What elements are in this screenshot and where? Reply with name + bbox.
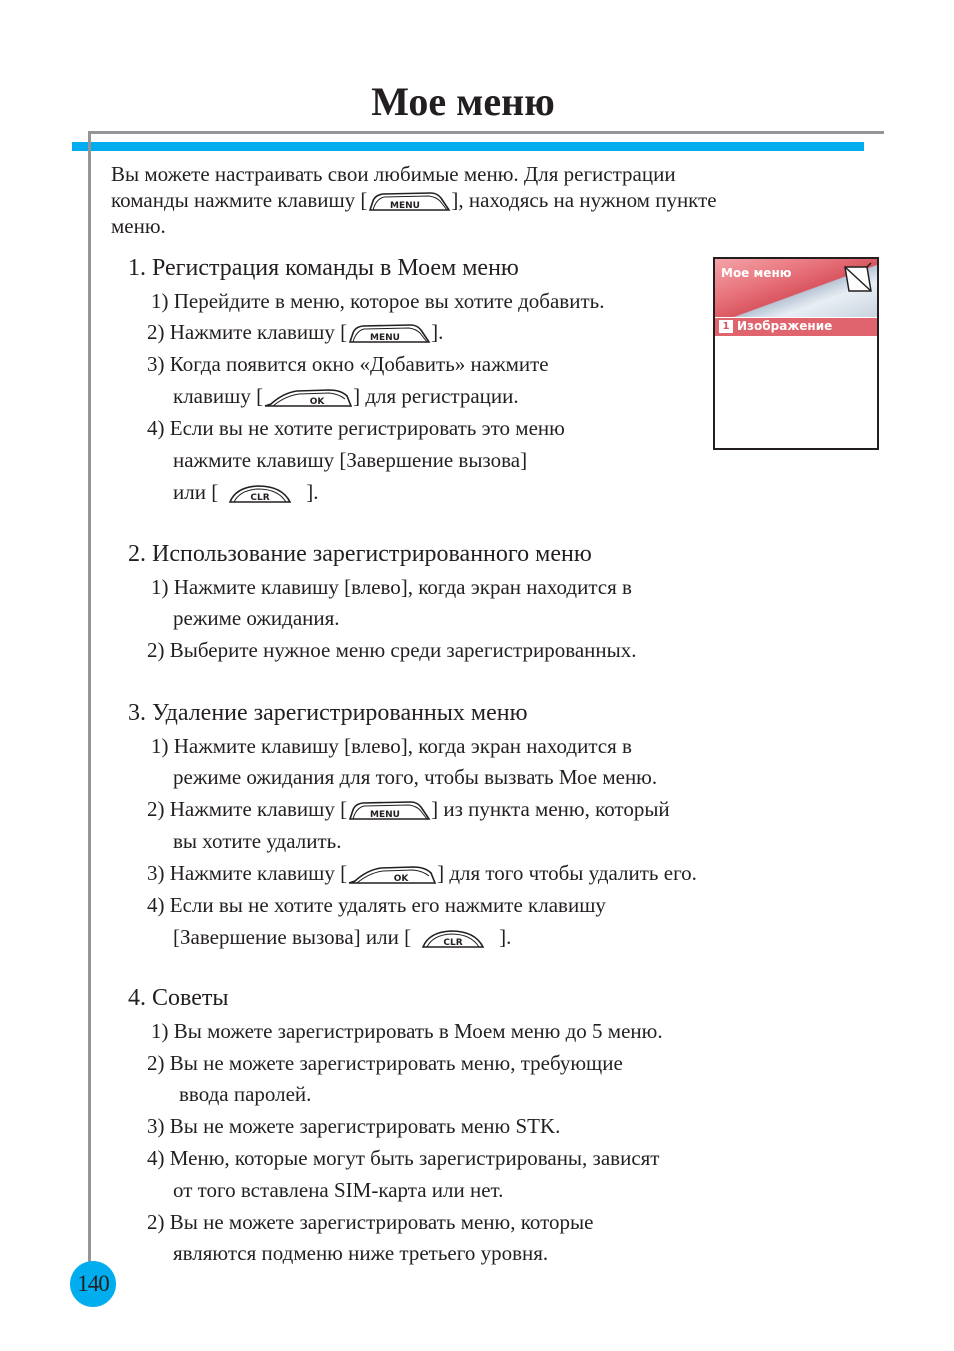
header-accent-bar [72,142,864,151]
section-2-item-2: 2) Выберите нужное меню среди зарегистрированных. [147,638,637,662]
section-3-item-2-line-2: вы хотите удалить. [173,829,342,853]
section-3-item-1-line-2: режиме ожидания для того, чтобы вызвать Мое меню. [173,765,658,789]
section-4-item-2-line-2: ввода паролей. [179,1082,312,1106]
section-2-item-1-line-2: режиме ожидания. [173,606,340,630]
margin-rule [88,131,91,1271]
menu-key-icon [347,321,431,345]
menu-key-label: MENU [370,810,401,820]
section-3-item-2-line-1: 2) Нажмите клавишу [ MENU ] из пункта меню, который [147,797,670,821]
section-3-item-3: 3) Нажмите клавишу [ OK ] для того чтобы удалить его. [147,861,697,885]
ok-key-label: OK [309,397,325,407]
ok-key-icon [263,385,353,409]
section-2-item-1-line-1: 1) Нажмите клавишу [влево], когда экран находится в [151,575,632,599]
menu-key-icon [367,189,451,213]
section-1-item-4-line-3: или [ CLR ]. [173,480,319,504]
menu-key-label: MENU [390,201,421,211]
folder-icon [841,261,875,295]
intro-line-1: Вы можете настраивать свои любимые меню. Для регистрации [111,162,676,186]
intro-line-2: команды нажмите клавишу [ MENU ], находясь на нужном пункте [111,188,717,212]
section-1-item-4-line-1: 4) Если вы не хотите регистрировать это меню [147,416,565,440]
menu-key-label: MENU [370,333,401,343]
clr-key-label: CLR [443,938,463,948]
section-4-item-3: 3) Вы не можете зарегистрировать меню STK. [147,1114,561,1138]
section-3-item-1-line-1: 1) Нажмите клавишу [влево], когда экран находится в [151,734,632,758]
clr-key-icon [228,481,292,505]
section-4-item-4-line-2: от того вставлена SIM-карта или нет. [173,1178,504,1202]
section-4-item-5-line-2: являются подменю ниже третьего уровня. [173,1241,549,1265]
clr-key-icon [421,926,485,950]
intro-line-3: меню. [111,214,166,238]
section-4-heading: 4. Советы [128,985,229,1011]
section-1-item-3-line-1: 3) Когда появится окно «Добавить» нажмите [147,352,549,376]
phone-screen-list-item [715,318,877,336]
section-4-item-1: 1) Вы можете зарегистрировать в Моем меню до 5 меню. [151,1019,663,1043]
section-3-item-4-line-2: [Завершение вызова] или [ CLR ]. [173,925,512,949]
ok-key-icon [347,862,437,886]
clr-key-label: CLR [250,493,270,503]
section-1-item-3-line-2: клавишу [ OK ] для регистрации. [173,384,519,408]
phone-screen-title: Мое меню [721,266,792,280]
section-4-item-5-line-1: 2) Вы не можете зарегистрировать меню, которые [147,1210,594,1234]
section-1-heading: 1. Регистрация команды в Моем меню [128,255,519,281]
section-3-item-4-line-1: 4) Если вы не хотите удалять его нажмите клавишу [147,893,606,917]
section-2-heading: 2. Использование зарегистрированного меню [128,541,592,567]
page-number: 140 [70,1261,116,1307]
section-1-item-2: 2) Нажмите клавишу [ MENU ]. [147,320,444,344]
header-rule [90,131,884,134]
phone-item-number: 1 [719,320,733,333]
section-4-item-2-line-1: 2) Вы не можете зарегистрировать меню, требующие [147,1051,623,1075]
phone-screen-image [713,257,879,450]
phone-item-label: Изображение [737,319,833,333]
ok-key-label: OK [393,874,409,884]
menu-key-icon [347,798,431,822]
section-1-item-4-line-2: нажмите клавишу [Завершение вызова] [173,448,528,472]
section-4-item-4-line-1: 4) Меню, которые могут быть зарегистрированы, зависят [147,1146,660,1170]
section-1-item-1: 1) Перейдите в меню, которое вы хотите добавить. [151,289,605,313]
section-3-heading: 3. Удаление зарегистрированных меню [128,700,528,726]
page-title: Мое меню [371,79,555,124]
